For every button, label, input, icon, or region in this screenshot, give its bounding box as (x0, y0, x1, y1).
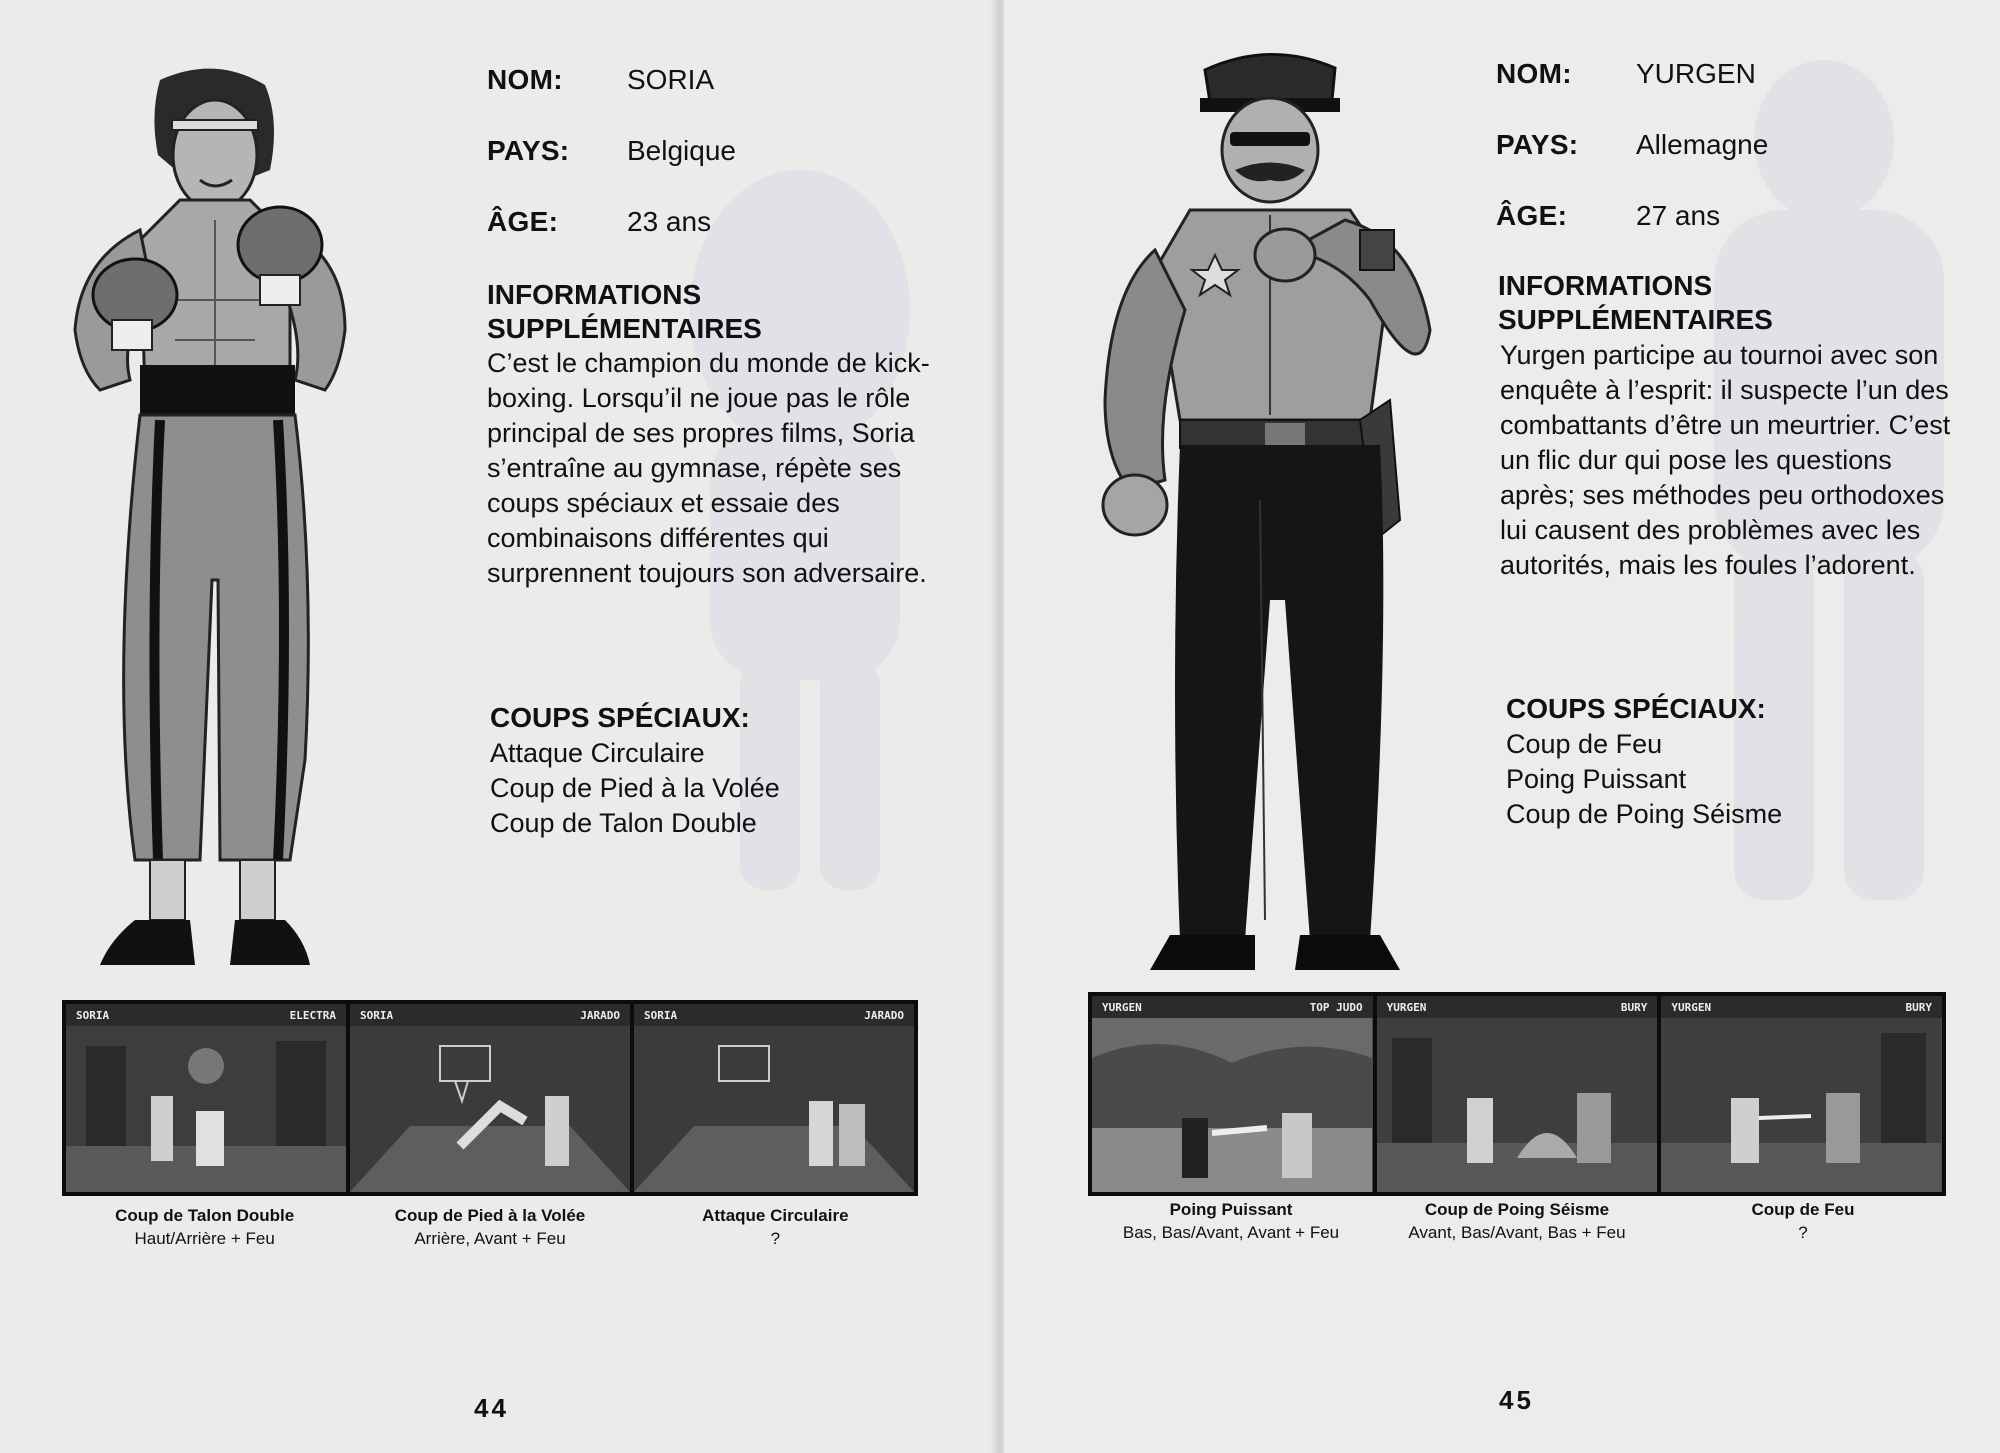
moves-heading: COUPS SPÉCIAUX: (1506, 693, 1766, 724)
age-row (487, 206, 711, 238)
screenshot-caption (1088, 1198, 1374, 1244)
age-label: ÂGE: (487, 206, 559, 237)
caption-input: ? (770, 1229, 781, 1248)
caption-input: Arrière, Avant + Feu (414, 1229, 566, 1248)
move-item: Coup de Poing Séisme (1506, 799, 1783, 829)
move-item: Attaque Circulaire (490, 738, 705, 768)
caption-title: Coup de Poing Séisme (1424, 1200, 1610, 1219)
screenshot-strip (62, 1000, 918, 1196)
player1-name: YURGEN (1102, 1000, 1142, 1014)
country-label: PAYS: (1496, 129, 1579, 160)
move-item: Coup de Feu (1506, 729, 1663, 759)
player2-name: BURY (1905, 1000, 1933, 1014)
fight-scene-icon (1377, 1018, 1657, 1192)
fight-scene-icon (350, 1026, 630, 1192)
player1-name: YURGEN (1671, 1000, 1712, 1014)
screenshot-captions (62, 1204, 918, 1250)
info-heading (1498, 269, 1773, 337)
fighter-country: Belgique (627, 135, 736, 166)
game-screenshot (634, 1004, 914, 1192)
fight-scene-icon (66, 1026, 346, 1192)
caption-input: ? (1798, 1223, 1808, 1242)
info-heading-line1: INFORMATIONS (1498, 270, 1713, 301)
fighter-name: YURGEN (1636, 58, 1756, 89)
screenshot-caption (1660, 1198, 1946, 1244)
player2-name: TOP JUDO (1309, 1000, 1363, 1014)
name-label: NOM: (1496, 58, 1572, 89)
age-label: ÂGE: (1496, 200, 1568, 231)
move-item: Poing Puissant (1506, 764, 1687, 794)
caption-title: Coup de Talon Double (115, 1206, 295, 1225)
player1-name: SORIA (360, 1008, 394, 1022)
page-number: 45 (1499, 1385, 1534, 1415)
screenshot-caption (633, 1204, 918, 1250)
info-heading-line2: SUPPLÉMENTAIRES (487, 313, 762, 344)
info-heading-line2: SUPPLÉMENTAIRES (1498, 304, 1773, 335)
player1-name: YURGEN (1386, 1000, 1427, 1014)
caption-input: Bas, Bas/Avant, Avant + Feu (1122, 1223, 1340, 1242)
name-row (487, 64, 714, 96)
age-row (1496, 200, 1720, 232)
fight-scene-icon (1092, 1018, 1372, 1192)
fighter-age: 23 ans (627, 206, 712, 237)
game-screenshot (1377, 996, 1658, 1192)
moves-list (490, 736, 780, 841)
screenshot-caption (62, 1204, 347, 1250)
caption-title: Coup de Pied à la Volée (394, 1206, 586, 1225)
country-label: PAYS: (487, 135, 570, 166)
caption-title: Poing Puissant (1169, 1200, 1293, 1219)
player2-name: JARADO (864, 1008, 904, 1022)
moves-heading: COUPS SPÉCIAUX: (490, 702, 750, 733)
player2-name: BURY (1620, 1000, 1648, 1014)
screenshot-caption (347, 1204, 632, 1250)
name-row (1496, 58, 1756, 90)
move-item: Coup de Talon Double (490, 808, 757, 838)
game-screenshot (66, 1004, 346, 1192)
player2-name: ELECTRA (289, 1008, 336, 1022)
fighter-country: Allemagne (1636, 129, 1769, 160)
caption-input: Avant, Bas/Avant, Bas + Feu (1408, 1223, 1626, 1242)
country-row (487, 135, 736, 167)
caption-title: Attaque Circulaire (702, 1206, 849, 1225)
moves-list (1506, 727, 1782, 832)
fight-scene-icon (634, 1026, 914, 1192)
player2-name: JARADO (580, 1008, 620, 1022)
screenshot-caption (1374, 1198, 1660, 1244)
fighter-age: 27 ans (1636, 200, 1721, 231)
country-row (1496, 129, 1768, 161)
left-page (0, 0, 996, 1453)
info-heading (487, 278, 762, 346)
player1-name: SORIA (644, 1008, 678, 1022)
player1-name: SORIA (76, 1008, 110, 1022)
police-officer-illustration-icon (1070, 40, 1470, 990)
game-screenshot (1661, 996, 1942, 1192)
screenshot-captions (1088, 1198, 1946, 1244)
caption-title: Coup de Feu (1751, 1200, 1855, 1219)
fighter-description: Yurgen participe au tournoi avec son enquête à l’esprit: il suspecte l’un des combattants d’être un meurtrier. C’est un flic dur qui pose les questions après; ses méthodes peu orthodoxes lui causent des problèmes avec les autorités, mais les foules l’adorent. (1500, 340, 1951, 580)
move-item: Coup de Pied à la Volée (490, 773, 780, 803)
name-label: NOM: (487, 64, 563, 95)
info-heading-line1: INFORMATIONS (487, 279, 702, 310)
fighter-name: SORIA (627, 64, 715, 95)
screenshot-strip (1088, 992, 1946, 1196)
caption-input: Haut/Arrière + Feu (134, 1229, 275, 1248)
game-screenshot (1092, 996, 1373, 1192)
game-screenshot (350, 1004, 630, 1192)
page-number: 44 (474, 1393, 509, 1423)
fighter-description: C’est le champion du monde de kick-boxing. Lorsqu’il ne joue pas le rôle principal de ses propres films, Soria s’entraîne au gymnase, répète ses coups spéciaux et essaie des combinaisons différentes qui surprennent toujours son adversaire. (487, 348, 930, 588)
right-page (1004, 0, 2000, 1453)
kickboxer-illustration-icon (40, 60, 380, 1000)
fight-scene-icon (1661, 1018, 1941, 1192)
